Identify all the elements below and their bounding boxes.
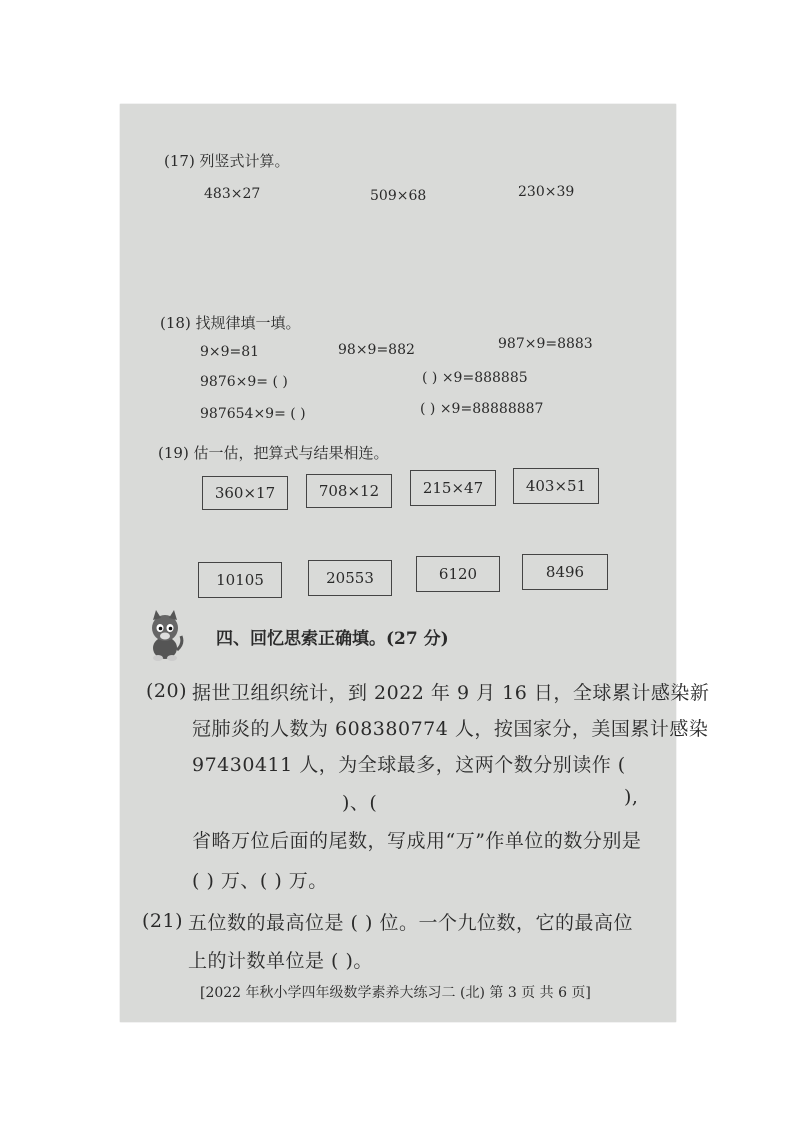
q18-row3-item1: 987654×9= ( ): [200, 406, 306, 422]
result-box-4: [522, 554, 608, 590]
result-text: 8496: [545, 563, 585, 581]
expression-box-3: [410, 470, 496, 506]
expression-text: 403×51: [525, 477, 587, 495]
q18-label: (18) 找规律填一填。: [160, 314, 301, 332]
q20-line1: 据世卫组织统计，到 2022 年 9 月 16 日，全球累计感染新: [192, 682, 710, 704]
result-box-2: [308, 560, 392, 596]
q21-number: (21): [142, 910, 184, 932]
result-text: 20553: [326, 569, 374, 587]
q18-row1-item1: 9×9=81: [200, 344, 260, 360]
q21-line1: 五位数的最高位是 ( ) 位。一个九位数，它的最高位: [188, 912, 633, 934]
q21-line2: 上的计数单位是 ( )。: [188, 950, 373, 972]
q18-row2-item1: 9876×9= ( ): [200, 374, 288, 390]
expression-text: 708×12: [318, 482, 380, 500]
expression-box-2: [306, 474, 392, 508]
exam-page: [120, 104, 710, 1022]
q18-row1-item2: 98×9=882: [338, 342, 415, 358]
page-footer: [2022 年秋小学四年级数学素养大练习二 (北) 第 3 页 共 6 页]: [200, 985, 591, 1001]
q18-row1-item3: 987×9=8883: [498, 336, 593, 352]
result-box-3: [416, 556, 500, 592]
expression-box-1: [202, 476, 288, 510]
q18-row2-item2: ( ) ×9=888885: [422, 370, 528, 386]
expression-text: 215×47: [422, 479, 484, 497]
cat-mascot-icon: [146, 610, 184, 662]
q20-line5: 省略万位后面的尾数，写成用“万”作单位的数分别是: [192, 830, 642, 852]
result-box-1: [198, 562, 282, 598]
section4-title: 四、回忆思索正确填。(27 分): [216, 629, 449, 649]
expression-text: 360×17: [214, 484, 276, 502]
result-text: 10105: [216, 571, 264, 589]
q20-line4b: ),: [624, 786, 639, 808]
q20-line6: ( ) 万、( ) 万。: [192, 870, 328, 892]
q17-problem-1: 483×27: [204, 186, 261, 202]
expression-box-4: [513, 468, 599, 504]
q20-line4a: )、(: [342, 792, 378, 814]
q20-number: (20): [146, 680, 188, 702]
q17-label: (17) 列竖式计算。: [164, 152, 290, 170]
q19-label: (19) 估一估，把算式与结果相连。: [158, 444, 389, 462]
q18-row3-item2: ( ) ×9=88888887: [420, 401, 544, 417]
q20-line3: 97430411 人，为全球最多，这两个数分别读作 (: [192, 754, 626, 776]
q20-line2: 冠肺炎的人数为 608380774 人，按国家分，美国累计感染: [192, 718, 709, 740]
q17-problem-2: 509×68: [370, 188, 427, 204]
q17-problem-3: 230×39: [518, 184, 575, 200]
result-text: 6120: [438, 565, 478, 583]
